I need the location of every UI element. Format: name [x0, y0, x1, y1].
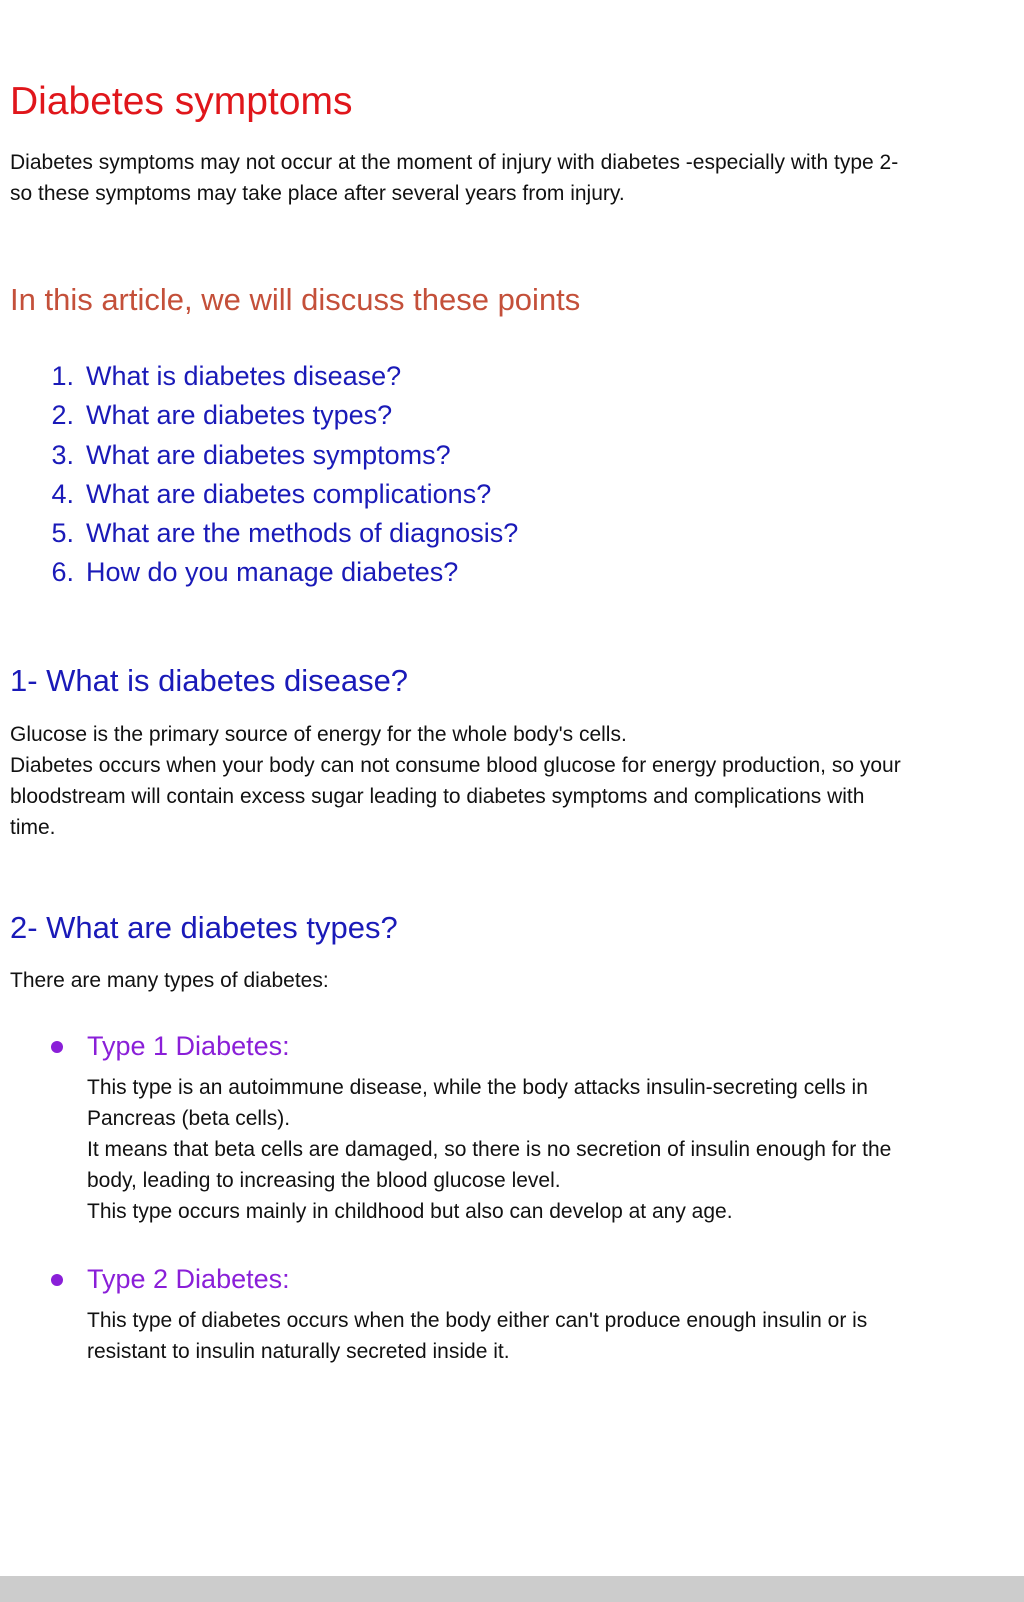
bullet-dot-icon	[51, 1041, 63, 1053]
type-2-title: Type 2 Diabetes:	[10, 1261, 1014, 1297]
paragraph-line: This type is an autoimmune disease, while the body attacks insulin-secreting cells in	[87, 1076, 868, 1099]
table-of-contents	[10, 357, 518, 593]
paragraph-line: It means that beta cells are damaged, so there is no secretion of insulin enough for the	[87, 1138, 892, 1161]
type-1-item	[10, 1028, 1014, 1227]
paragraph-line: Pancreas (beta cells).	[87, 1107, 291, 1130]
intro-paragraph	[10, 147, 1014, 209]
toc-item-diabetes-complications[interactable]: 4. What are diabetes complications?	[51, 478, 492, 509]
paragraph-line: Glucose is the primary source of energy for the whole body's cells.	[10, 723, 627, 746]
paragraph-line: resistant to insulin naturally secreted inside it.	[87, 1340, 510, 1363]
paragraph-line: bloodstream will contain excess sugar leading to diabetes symptoms and complications with	[10, 785, 865, 808]
paragraph-line: Diabetes occurs when your body can not consume blood glucose for energy production, so your	[10, 754, 901, 777]
bullet-dot-icon	[51, 1274, 63, 1286]
intro-line: so these symptoms may take place after several years from injury.	[10, 182, 625, 205]
toc-link[interactable]: What are diabetes complications?	[86, 478, 492, 509]
toc-item-diabetes-types[interactable]: 2. What are diabetes types?	[51, 400, 393, 431]
toc-link[interactable]: How do you manage diabetes?	[86, 557, 459, 588]
section-heading-what-is-diabetes: 1- What is diabetes disease?	[10, 663, 409, 698]
section1-paragraph	[10, 719, 1014, 843]
type-2-item	[10, 1261, 1014, 1367]
toc-link[interactable]: What are the methods of diagnosis?	[86, 518, 519, 549]
toc-item-manage-diabetes[interactable]: 6. How do you manage diabetes?	[51, 557, 459, 588]
paragraph-line: time.	[10, 816, 56, 839]
toc-item-diagnosis-methods[interactable]: 5. What are the methods of diagnosis?	[51, 518, 519, 549]
paragraph-line: This type occurs mainly in childhood but also can develop at any age.	[87, 1200, 733, 1223]
toc-link[interactable]: What are diabetes symptoms?	[86, 439, 451, 470]
type-1-description	[10, 1072, 987, 1227]
paragraph-line: body, leading to increasing the blood glucose level.	[87, 1169, 561, 1192]
toc-link[interactable]: What are diabetes types?	[86, 400, 393, 431]
type-1-title: Type 1 Diabetes:	[10, 1028, 1014, 1064]
page-title: Diabetes symptoms	[10, 80, 353, 123]
toc-item-diabetes-symptoms[interactable]: 3. What are diabetes symptoms?	[51, 439, 451, 470]
toc-link[interactable]: What is diabetes disease?	[86, 361, 402, 391]
bottom-bar	[0, 1576, 1024, 1602]
type-2-description	[10, 1305, 987, 1367]
toc-item-what-is-diabetes[interactable]: 1. What is diabetes disease?	[51, 361, 402, 391]
section-heading-diabetes-types: 2- What are diabetes types?	[10, 910, 398, 945]
paragraph-line: This type of diabetes occurs when the body either can't produce enough insulin or is	[87, 1309, 868, 1332]
intro-line: Diabetes symptoms may not occur at the moment of injury with diabetes -especially with type 2-	[10, 151, 899, 174]
article-points-heading: In this article, we will discuss these points	[10, 282, 581, 317]
section2-intro: There are many types of diabetes:	[10, 969, 329, 992]
